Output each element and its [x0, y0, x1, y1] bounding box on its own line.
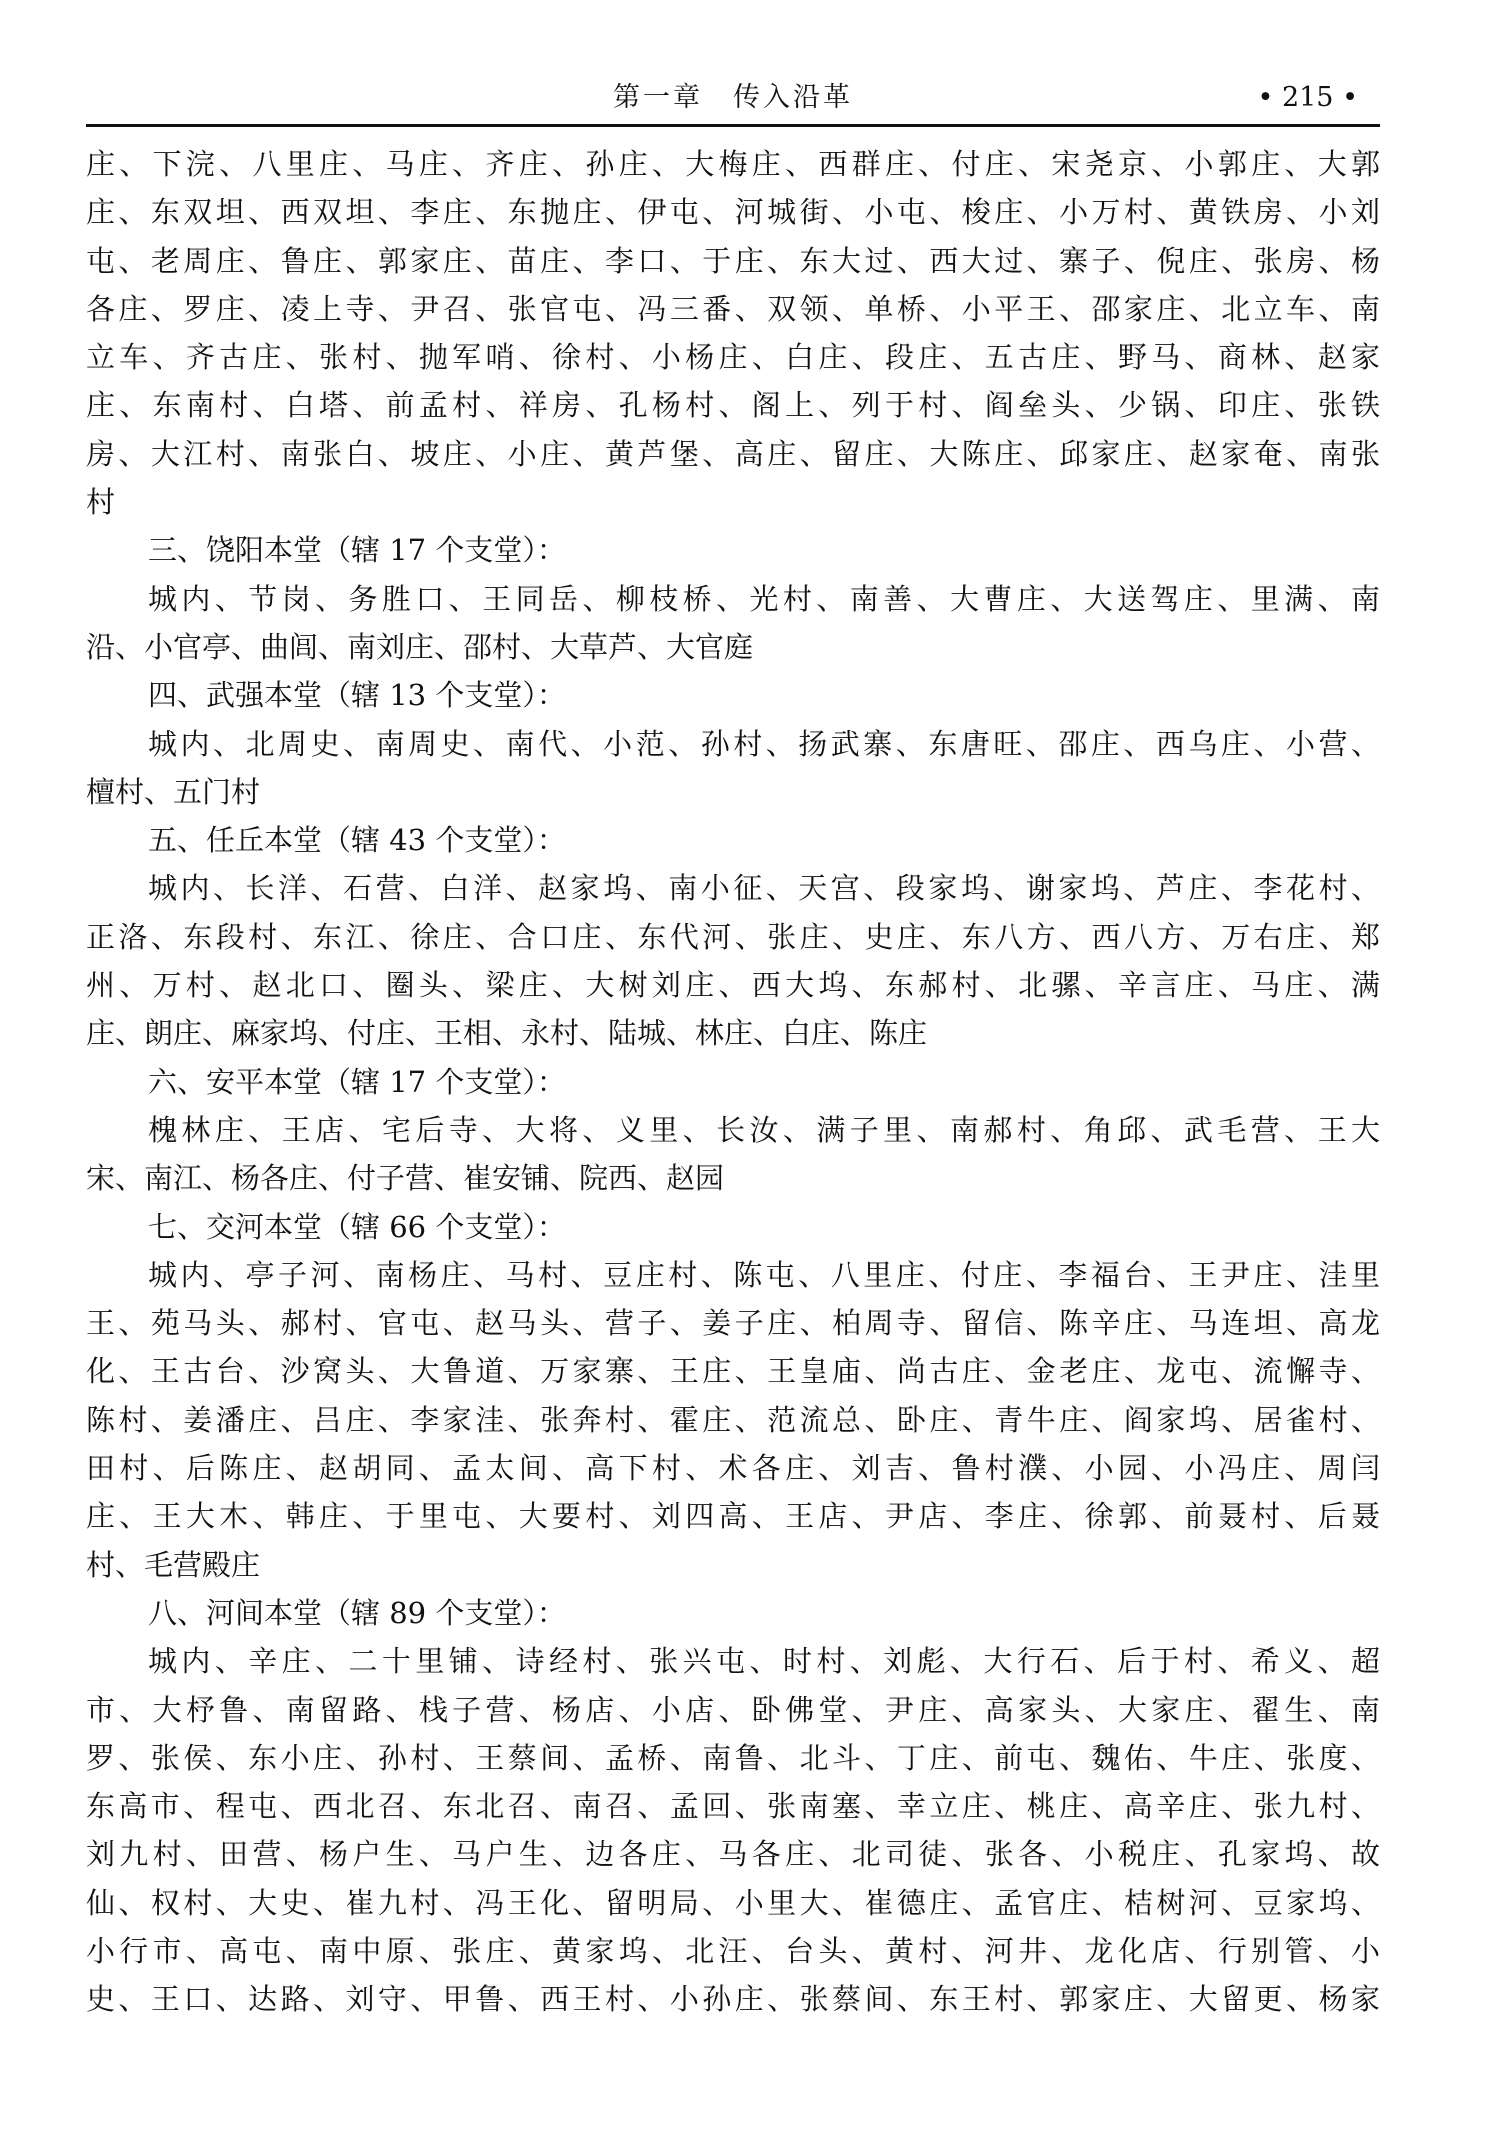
page-body [86, 140, 1380, 2024]
text-line: 王、苑马头、郝村、官屯、赵马头、营子、姜子庄、柏周寺、留信、陈辛庄、马连坦、高龙 [86, 1306, 1380, 1341]
page-number: • 215 • [1257, 82, 1358, 113]
section-heading: 四、武强本堂（辖 13 个支堂）： [148, 678, 566, 713]
text-line: 城内、长洋、石营、白洋、赵家坞、南小征、天宫、段家坞、谢家坞、芦庄、李花村、 [148, 871, 1380, 906]
text-line: 各庄、罗庄、凌上寺、尹召、张官屯、冯三番、双领、单桥、小平王、邵家庄、北立车、南 [86, 291, 1380, 326]
text-line: 州、万村、赵北口、圈头、梁庄、大树刘庄、西大坞、东郝村、北骡、辛言庄、马庄、满 [86, 968, 1380, 1003]
text-line: 田村、后陈庄、赵胡同、孟太间、高下村、术各庄、刘吉、鲁村濮、小园、小冯庄、周闫 [86, 1451, 1380, 1486]
text-line: 村 [86, 485, 116, 520]
text-line: 城内、辛庄、二十里铺、诗经村、张兴屯、时村、刘彪、大行石、后于村、希义、超 [148, 1644, 1380, 1679]
text-line: 正洛、东段村、东江、徐庄、合口庄、东代河、张庄、史庄、东八方、西八方、万右庄、郑 [86, 919, 1380, 954]
page-header [88, 78, 1378, 118]
text-line: 城内、亭子河、南杨庄、马村、豆庄村、陈屯、八里庄、付庄、李福台、王尹庄、洼里 [148, 1257, 1380, 1292]
text-line: 立车、齐古庄、张村、抛军哨、徐村、小杨庄、白庄、段庄、五古庄、野马、商林、赵家 [86, 340, 1380, 375]
chapter-title: 第一章 传入沿革 [613, 82, 853, 113]
text-line: 市、大杼鲁、南留路、栈子营、杨店、小店、卧佛堂、尹庄、高家头、大家庄、翟生、南 [86, 1692, 1380, 1727]
text-line: 沿、小官亭、曲闾、南刘庄、邵村、大草芦、大官庭 [86, 629, 754, 664]
text-line: 庄、东南村、白塔、前孟村、祥房、孔杨村、阁上、列于村、阎垒头、少锅、印庄、张铁 [86, 388, 1380, 423]
text-line: 庄、朗庄、麻家坞、付庄、王相、永村、陆城、林庄、白庄、陈庄 [86, 1016, 928, 1051]
text-line: 房、大江村、南张白、坡庄、小庄、黄芦堡、高庄、留庄、大陈庄、邱家庄、赵家奄、南张 [86, 436, 1380, 471]
text-line: 庄、王大木、韩庄、于里屯、大要村、刘四高、王店、尹店、李庄、徐郭、前聂村、后聂 [86, 1499, 1380, 1534]
section-heading: 七、交河本堂（辖 66 个支堂）： [148, 1209, 566, 1244]
section-heading: 五、任丘本堂（辖 43 个支堂）： [148, 823, 566, 858]
section-heading: 八、河间本堂（辖 89 个支堂）： [148, 1595, 566, 1630]
text-line: 宋、南江、杨各庄、付子营、崔安铺、院西、赵园 [86, 1161, 725, 1196]
text-line: 屯、老周庄、鲁庄、郭家庄、苗庄、李口、于庄、东大过、西大过、寨子、倪庄、张房、杨 [86, 243, 1380, 278]
text-line: 槐林庄、王店、宅后寺、大将、义里、长汝、满子里、南郝村、角邱、武毛营、王大 [148, 1112, 1380, 1147]
text-line: 刘九村、田营、杨户生、马户生、边各庄、马各庄、北司徒、张各、小税庄、孔家坞、故 [86, 1837, 1380, 1872]
text-line: 城内、节岗、务胜口、王同岳、柳枝桥、光村、南善、大曹庄、大送驾庄、里满、南 [148, 581, 1380, 616]
text-line: 仙、权村、大史、崔九村、冯王化、留明局、小里大、崔德庄、孟官庄、桔树河、豆家坞、 [86, 1885, 1380, 1920]
text-line: 史、王口、达路、刘守、甲鲁、西王村、小孙庄、张蔡间、东王村、郭家庄、大留更、杨家 [86, 1982, 1380, 2017]
text-line: 庄、下浣、八里庄、马庄、齐庄、孙庄、大梅庄、西群庄、付庄、宋尧京、小郭庄、大郭 [86, 147, 1380, 181]
text-line: 化、王古台、沙窝头、大鲁道、万家寨、王庄、王皇庙、尚古庄、金老庄、龙屯、流懈寺、 [86, 1354, 1380, 1389]
text-line: 城内、北周史、南周史、南代、小范、孙村、扬武寨、东唐旺、邵庄、西乌庄、小营、 [148, 726, 1380, 761]
header-rule [86, 124, 1380, 127]
text-line: 小行市、高屯、南中原、张庄、黄家坞、北汪、台头、黄村、河井、龙化店、行别管、小 [86, 1933, 1380, 1968]
text-line: 檀村、五门村 [86, 774, 261, 809]
text-line: 陈村、姜潘庄、吕庄、李家洼、张奔村、霍庄、范流总、卧庄、青牛庄、阎家坞、居雀村、 [86, 1402, 1380, 1437]
text-line: 罗、张侯、东小庄、孙村、王蔡间、孟桥、南鲁、北斗、丁庄、前屯、魏佑、牛庄、张度、 [86, 1740, 1380, 1775]
text-line: 村、毛营殿庄 [86, 1547, 261, 1582]
text-line: 东高市、程屯、西北召、东北召、南召、孟回、张南塞、幸立庄、桃庄、高辛庄、张九村、 [86, 1789, 1380, 1824]
section-heading: 三、饶阳本堂（辖 17 个支堂）： [148, 533, 566, 568]
section-heading: 六、安平本堂（辖 17 个支堂）： [148, 1064, 566, 1099]
text-line: 庄、东双坦、西双坦、李庄、东抛庄、伊屯、河城街、小屯、梭庄、小万村、黄铁房、小刘 [86, 195, 1380, 230]
